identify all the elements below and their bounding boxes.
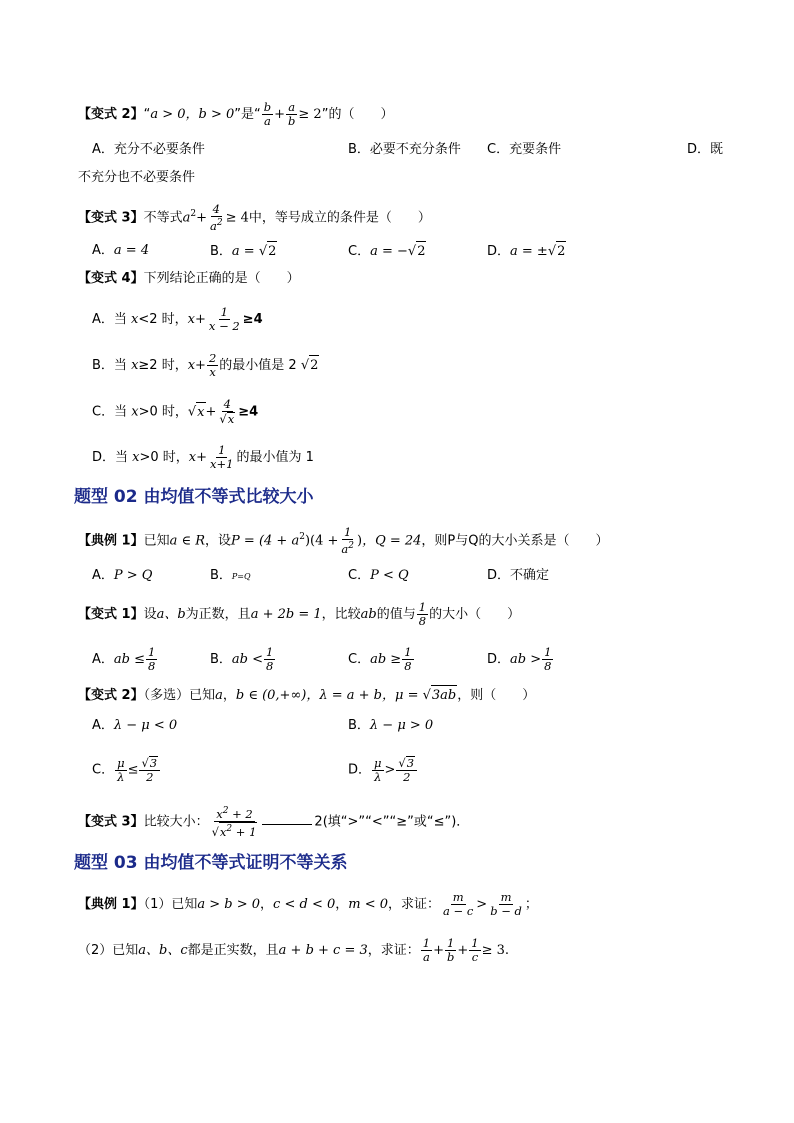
option-c: C．当 x>0 时，√x+ $\frac{4}{√x}$ ≥4 xyxy=(92,397,259,426)
fraction: $\frac{4}{√x}$ xyxy=(219,397,235,426)
fraction: $\frac{x^2 + 2}{√x^2 + 1}$ xyxy=(211,806,257,839)
option-a: A．当 x<2 时，x+ $\frac{1}{x - 2}$ ≥4 xyxy=(92,305,263,333)
fraction: $\frac{\mu}{\lambda}$ xyxy=(374,755,382,784)
option-d: D．a = ±√2 xyxy=(487,241,566,262)
fraction: $\frac{m}{a - c}$ xyxy=(443,890,474,918)
fraction: $\frac{1}{a^2}$ xyxy=(341,525,354,556)
fraction: $\frac{2}{x}$ xyxy=(208,351,217,379)
option-d: D．既 xyxy=(687,142,724,157)
variant-2-multi-question: 【变式 2】（多选）已知a，b ∈ (0,+∞)，λ = a + b，μ = √3ab，则（ ） xyxy=(78,685,535,706)
variant-4-question: 【变式 4】下列结论正确的是（ ） xyxy=(78,271,300,286)
question-tag: 【变式 1】 xyxy=(78,607,144,622)
option-a: A．充分不必要条件 xyxy=(92,142,205,157)
example-1-question: 【典例 1】已知a ∈ R，设$P = (4 + a^2)(4$ + $\frac{1}{a^2}$ )，Q = 24，则P与Q的大小关系是（ ） xyxy=(78,525,609,556)
option-a: A．λ − μ < 0 xyxy=(92,718,178,733)
fraction: $\frac{m}{b - d}$ xyxy=(490,890,522,918)
variant-3-compare-question: 【变式 3】比较大小： $\frac{x^2 + 2}{√x^2 + 1}$ 2(填“>”“<”“≥”或“≤”)． xyxy=(78,806,470,839)
option-b: B．λ − μ > 0 xyxy=(348,718,434,733)
proof-example-part-2: （2）已知a、b、c都是正实数，且a + b + c = 3，求证： $\frac{1}{a}$ + $\frac{1}{b}$ + $\frac{1}{c}$ ≥ 3. xyxy=(78,936,510,964)
question-tag: 【变式 3】 xyxy=(78,210,144,226)
fraction: $\frac{1}{b}$ xyxy=(447,936,455,964)
option-d: D．ab > $\frac{1}{8}$ xyxy=(487,645,552,673)
fraction: $\frac{a}{b}$ xyxy=(288,100,296,128)
option-b: B．a = √2 xyxy=(210,241,277,262)
option-d-continued: 不充分也不必要条件 xyxy=(78,170,196,185)
fraction: $\frac{1}{x+1}$ xyxy=(210,443,234,471)
option-c: C．ab ≥ $\frac{1}{8}$ xyxy=(348,645,412,673)
question-tag: 【变式 4】 xyxy=(78,271,144,286)
fraction: $\frac{1}{x - 2}$ xyxy=(208,305,240,333)
fraction: $\frac{1}{a}$ xyxy=(422,936,431,964)
section-heading: 题型 03 由均值不等式证明不等关系 xyxy=(74,853,348,873)
section-heading: 题型 02 由均值不等式比较大小 xyxy=(74,487,314,507)
proof-example-part-1: 【典例 1】（1）已知a > b > 0，c < d < 0，m < 0，求证： $\frac{m}{a - c}$ > $\frac{m}{b - d}$ ； xyxy=(78,890,538,918)
option-a: A．P > Q xyxy=(92,568,153,583)
fraction: $\frac{1}{8}$ xyxy=(266,645,274,673)
answer-blank xyxy=(262,812,312,825)
option-c: C．a = −√2 xyxy=(348,241,426,262)
fraction: $\frac{1}{8}$ xyxy=(404,645,412,673)
variant-2-question: 【变式 2】“a > 0，b > 0”是“ $\frac{b}{a}$ + $\frac{a}{b}$ ≥ 2”的（ ） xyxy=(78,100,394,128)
option-b: B．当 x≥2 时，x+ $\frac{2}{x}$ 的最小值是 2 √2 xyxy=(92,351,319,379)
fraction: $\frac{√3}{2}$ xyxy=(396,756,417,784)
fraction: $\frac{√3}{2}$ xyxy=(139,756,160,784)
option-b: B．P=Q xyxy=(210,568,251,583)
option-c: C．充要条件 xyxy=(487,142,562,157)
question-tag: 【典例 1】 xyxy=(78,897,144,912)
question-tag: 【典例 1】 xyxy=(78,533,144,549)
question-tag: 【变式 3】 xyxy=(78,814,144,830)
option-b: B．ab < $\frac{1}{8}$ xyxy=(210,645,274,673)
option-d: D．不确定 xyxy=(487,568,550,583)
option-b: B．必要不充分条件 xyxy=(348,142,461,157)
option-c: C．P < Q xyxy=(348,568,409,583)
fraction: $\frac{\mu}{\lambda}$ xyxy=(117,755,125,784)
question-tag: 【变式 2】 xyxy=(78,688,144,703)
variant-3-question: 【变式 3】不等式$a^2+$ $\frac{4}{a^2}$ ≥ 4中，等号成立的条件是（ ） xyxy=(78,202,431,233)
option-a: A．a = 4 xyxy=(92,243,150,258)
variant-1-question: 【变式 1】设a、b为正数，且a + 2b = 1，比较ab的值与 $\frac{1}{8}$ 的大小（ ） xyxy=(78,600,521,628)
fraction: $\frac{1}{8}$ xyxy=(418,600,427,628)
fraction: $\frac{1}{8}$ xyxy=(148,645,156,673)
option-a: A．ab ≤ $\frac{1}{8}$ xyxy=(92,645,156,673)
fraction: $\frac{b}{a}$ xyxy=(263,100,272,128)
option-d: D． $\frac{\mu}{\lambda}$ > $\frac{√3}{2}$ xyxy=(348,756,418,784)
option-d: D．当 x>0 时，x+ $\frac{1}{x+1}$ 的最小值为 1 xyxy=(92,443,314,471)
fraction: $\frac{4}{a^2}$ xyxy=(210,202,223,233)
fraction: $\frac{1}{c}$ xyxy=(471,936,479,964)
option-c: C． $\frac{\mu}{\lambda}$ ≤ $\frac{√3}{2}$ xyxy=(92,756,161,784)
question-tag: 【变式 2】 xyxy=(78,107,144,122)
fraction: $\frac{1}{8}$ xyxy=(544,645,552,673)
